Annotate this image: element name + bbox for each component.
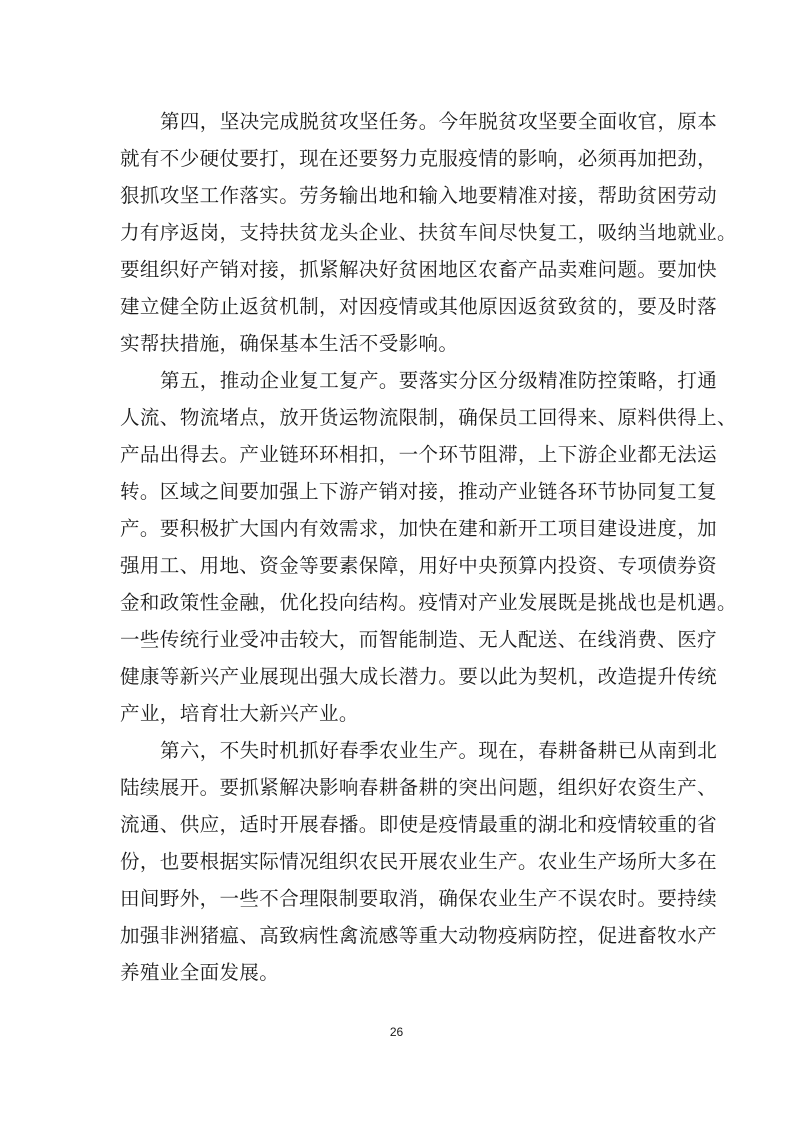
- paragraph: [120, 103, 737, 362]
- text-line: 强用工、用地、资金等要素保障，用好中央预算内投资、专项债券资: [120, 554, 718, 577]
- paragraph: [120, 732, 718, 991]
- text-line: 第六，不失时机抓好春季农业生产。现在，春耕备耕已从南到北: [160, 739, 718, 762]
- text-line: 陆续展开。要抓紧解决影响春耕备耕的突出问题，组织好农资生产、: [120, 776, 718, 799]
- text-line: 田间野外，一些不合理限制要取消，确保农业生产不误农时。要持续: [120, 887, 718, 910]
- text-line: 力有序返岗，支持扶贫龙头企业、扶贫车间尽快复工，吸纳当地就业。: [120, 221, 737, 244]
- text-line: 一些传统行业受冲击较大，而智能制造、无人配送、在线消费、医疗: [120, 628, 718, 651]
- text-line: 份，也要根据实际情况组织农民开展农业生产。农业生产场所大多在: [120, 850, 718, 873]
- text-line: 加强非洲猪瘟、高致病性禽流感等重大动物疫病防控，促进畜牧水产: [120, 924, 718, 947]
- text-line: 要组织好产销对接，抓紧解决好贫困地区农畜产品卖难问题。要加快: [120, 258, 718, 281]
- text-line: 人流、物流堵点，放开货运物流限制，确保员工回得来、原料供得上、: [120, 406, 737, 429]
- text-line: 狠抓攻坚工作落实。劳务输出地和输入地要精准对接，帮助贫困劳动: [120, 184, 718, 207]
- text-line: 产业，培育壮大新兴产业。: [120, 702, 359, 725]
- text-line: 金和政策性金融，优化投向结构。疫情对产业发展既是挑战也是机遇。: [120, 591, 737, 614]
- text-line: 产。要积极扩大国内有效需求，加快在建和新开工项目建设进度，加: [120, 517, 718, 540]
- document-body: [120, 103, 737, 991]
- paragraph: [120, 362, 737, 732]
- text-line: 产品出得去。产业链环环相扣，一个环节阻滞，上下游企业都无法运: [120, 443, 718, 466]
- text-line: 第四，坚决完成脱贫攻坚任务。今年脱贫攻坚要全面收官，原本: [160, 110, 718, 133]
- text-line: 流通、供应，适时开展春播。即使是疫情最重的湖北和疫情较重的省: [120, 813, 718, 836]
- text-line: 第五，推动企业复工复产。要落实分区分级精准防控策略，打通: [160, 369, 718, 392]
- text-line: 实帮扶措施，确保基本生活不受影响。: [120, 332, 459, 355]
- text-line: 转。区域之间要加强上下游产销对接，推动产业链各环节协同复工复: [120, 480, 718, 503]
- text-line: 建立健全防止返贫机制，对因疫情或其他原因返贫致贫的，要及时落: [120, 295, 718, 318]
- text-line: 健康等新兴产业展现出强大成长潜力。要以此为契机，改造提升传统: [120, 665, 718, 688]
- text-line: 就有不少硬仗要打，现在还要努力克服疫情的影响，必须再加把劲，: [120, 147, 718, 170]
- page-number: 26: [389, 1025, 404, 1039]
- text-line: 养殖业全面发展。: [120, 961, 280, 984]
